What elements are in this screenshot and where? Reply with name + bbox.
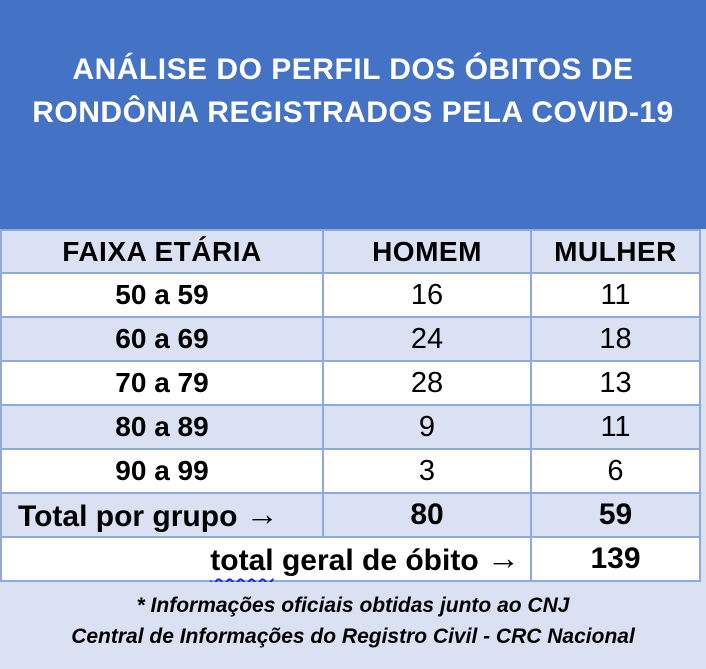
grand-total-value-cell: 139 [531, 537, 700, 581]
deaths-by-age-table [0, 229, 701, 582]
footnote-line-2: Central de Informações do Registro Civil - CRC Nacional [71, 625, 635, 648]
column-header-mulher: MULHER [531, 230, 700, 273]
age-range-cell: 50 a 59 [1, 273, 323, 317]
footnote [0, 582, 706, 669]
table-row [1, 361, 700, 405]
mulher-value-cell: 6 [531, 449, 700, 493]
mulher-value-cell: 11 [531, 273, 700, 317]
page-title [32, 48, 674, 134]
table-wrap [0, 229, 706, 582]
mulher-value-cell: 11 [531, 405, 700, 449]
title-line-1: ANÁLISE DO PERFIL DOS ÓBITOS DE [72, 53, 634, 86]
grand-total-row [1, 537, 700, 581]
homem-value-cell: 24 [323, 317, 531, 361]
homem-value-cell: 16 [323, 273, 531, 317]
table-row [1, 405, 700, 449]
table-header-row [1, 230, 700, 273]
age-range-cell: 70 a 79 [1, 361, 323, 405]
table-row [1, 317, 700, 361]
total-homem-cell: 80 [323, 493, 531, 537]
age-range-cell: 60 a 69 [1, 317, 323, 361]
right-arrow-icon: → [245, 495, 279, 532]
total-per-group-label-cell [1, 493, 323, 537]
homem-value-cell: 3 [323, 449, 531, 493]
homem-value-cell: 9 [323, 405, 531, 449]
banner [0, 0, 706, 229]
column-header-faixa-etaria: FAIXA ETÁRIA [1, 230, 323, 273]
grand-total-label-rest: geral de óbito [281, 544, 479, 577]
total-per-group-row [1, 493, 700, 537]
column-header-homem: HOMEM [323, 230, 531, 273]
mulher-value-cell: 13 [531, 361, 700, 405]
total-mulher-cell: 59 [531, 493, 700, 537]
grand-total-label-word-misspelled: total [210, 544, 274, 577]
table-row [1, 273, 700, 317]
title-line-2: RONDÔNIA REGISTRADOS PELA COVID-19 [32, 96, 674, 129]
footnote-line-1: * Informações oficiais obtidas junto ao CNJ [136, 594, 570, 617]
grand-total-label-cell [1, 537, 531, 581]
homem-value-cell: 28 [323, 361, 531, 405]
mulher-value-cell: 18 [531, 317, 700, 361]
right-arrow-icon: → [487, 539, 520, 576]
table-row [1, 449, 700, 493]
age-range-cell: 80 a 89 [1, 405, 323, 449]
total-per-group-label: Total por grupo [18, 500, 238, 533]
age-range-cell: 90 a 99 [1, 449, 323, 493]
